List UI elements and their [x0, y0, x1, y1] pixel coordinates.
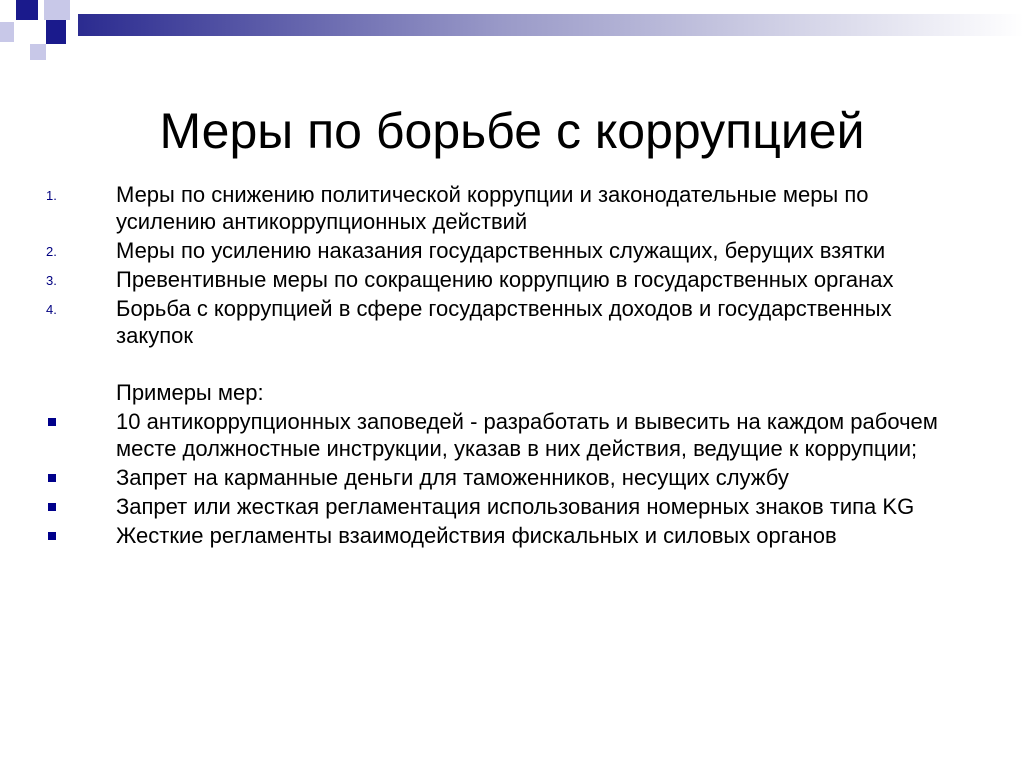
square-bullet-icon	[48, 418, 56, 426]
bullet-item-text: Запрет или жесткая регламентация использования номерных знаков типа KG	[116, 494, 915, 519]
list-number: 1.	[46, 188, 57, 203]
numbered-item-text: Борьба с коррупцией в сфере государственных доходов и государственных закупок	[116, 296, 892, 348]
numbered-list	[0, 181, 1024, 349]
decorative-square-light-2	[0, 22, 14, 42]
list-number: 2.	[46, 244, 57, 259]
decorative-square-dark-1	[16, 0, 38, 20]
bullet-item-text: Жесткие регламенты взаимодействия фискальных и силовых органов	[116, 523, 837, 548]
list-number: 3.	[46, 273, 57, 288]
examples-heading: Примеры мер:	[116, 380, 264, 405]
decorative-gradient-bar	[78, 14, 1024, 36]
slide-title: Меры по борьбе с коррупцией	[159, 103, 865, 159]
numbered-item	[0, 295, 946, 349]
numbered-item-text: Меры по усилению наказания государственных служащих, берущих взятки	[116, 238, 886, 263]
decorative-square-light-1	[44, 0, 70, 20]
numbered-item-text: Меры по снижению политической коррупции и законодательные меры по усилению антикоррупционных действий	[116, 182, 869, 234]
numbered-item-text: Превентивные меры по сокращению коррупцию в государственных органах	[116, 267, 894, 292]
bullet-item	[0, 408, 946, 462]
slide-content	[0, 181, 1024, 551]
square-bullet-icon	[48, 503, 56, 511]
bullet-item	[0, 464, 946, 491]
bullet-item-text: Запрет на карманные деньги для таможенников, несущих службу	[116, 465, 789, 490]
numbered-item	[0, 266, 946, 293]
numbered-item	[0, 237, 946, 264]
numbered-item	[0, 181, 946, 235]
bullet-item	[0, 522, 946, 549]
bullet-item	[0, 493, 946, 520]
decorative-header-band	[0, 0, 1024, 60]
list-number: 4.	[46, 302, 57, 317]
decorative-square-dark-2	[46, 20, 66, 44]
bullet-list	[0, 408, 1024, 549]
bullet-item-text: 10 антикоррупционных заповедей - разработать и вывесить на каждом рабочем месте должностные инструкции, указав в них действия, ведущие к коррупции;	[116, 409, 938, 461]
square-bullet-icon	[48, 532, 56, 540]
square-bullet-icon	[48, 474, 56, 482]
decorative-square-light-3	[30, 44, 46, 60]
